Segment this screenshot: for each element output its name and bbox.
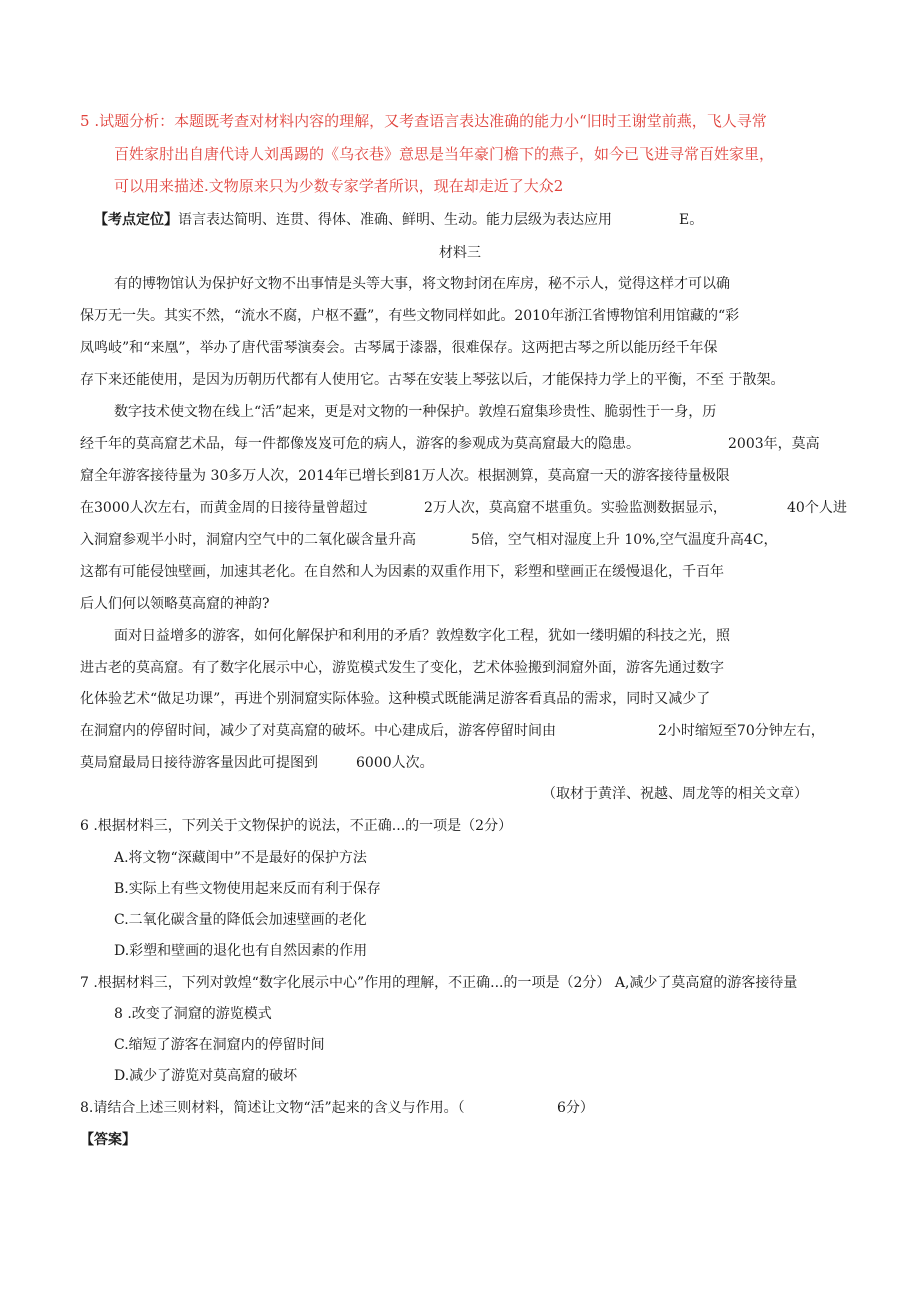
para2-line-2a: 经千年的莫高窟艺术品，每一件都像岌岌可危的病人，游客的参观成为莫高窟最大的隐患。: [80, 436, 640, 452]
para3-line-1: 面对日益增多的游客，如何化解保护和利用的矛盾？敦煌数字化工程，犹如一缕明媚的科技之光，照: [114, 628, 730, 644]
para2-line-5b: 5倍，空气相对湿度上升 10%,空气温度升高4C，: [471, 532, 778, 548]
q7-option-b: 8 .改变了洞窟的游览模式: [114, 1006, 272, 1022]
para2-line-3: 窟全年游客接待量为 30多万人次，2014年已增长到81万人次。根据测算，莫高窟一天的游客接待量极限: [80, 468, 730, 484]
q7-option-d: D.减少了游览对莫高窟的破坏: [114, 1068, 298, 1084]
para2-line-4c: 40个人进: [787, 500, 847, 516]
analysis-text-1: .试题分析：本题既考查对材料内容的理解，又考查语言表达准确的能力小“旧时王谢堂前燕，飞人寻常: [89, 112, 767, 130]
q6-option-a: A.将文物“深藏闺中”不是最好的保护方法: [114, 850, 367, 866]
para3-line-2: 进古老的莫高窟。有了数字化展示中心，游览模式发生了变化，艺术体验搬到洞窟外面，游客先通过数字: [80, 660, 724, 676]
para2-line-2b: 2003年，莫高: [728, 436, 820, 452]
para3-line-3: 化体验艺术“做足功课”，再进个别洞窟实际体验。这种模式既能满足游客看真品的需求，同时又减少了: [80, 691, 711, 707]
para3-line-5a: 莫局窟最局日接待游客量因此可提图到: [80, 755, 318, 771]
para2-line-4a: 在3000人次左右，而黄金周的日接待量曾超过: [80, 500, 368, 516]
para2-line-7: 后人们何以领略莫高窟的神韵?: [80, 596, 270, 612]
q6-option-d: D.彩塑和壁画的退化也有自然因素的作用: [114, 943, 368, 959]
q7-stem: 7 .根据材料三，下列对敦煌“数字化展示中心”作用的理解，不正确...的一项是（2分） A,减少了莫高窟的游客接待量: [80, 975, 798, 991]
para2-line-4b: 2万人次，莫高窟不堪重负。实验监测数据显示，: [424, 500, 727, 516]
q8-stem: 8.请结合上述三则材料，简述让文物“活”起来的含义与作用。（: [80, 1100, 465, 1116]
q6-option-c: C.二氧化碳含量的降低会加速壁画的老化: [114, 912, 367, 928]
kaodian-level: E。: [679, 212, 704, 228]
q6-option-b: B.实际上有些文物使用起来反而有利于保存: [114, 881, 381, 897]
kaodian-label: 【考点定位】: [94, 212, 178, 228]
para3-line-4b: 2小时缩短至70分钟左右，: [658, 723, 825, 739]
para1-line-2: 保万无一失。其实不然，“流水不腐，户枢不蠹”，有些文物同样如此。2010年浙江省博物馆利用馆藏的“彩: [80, 308, 740, 324]
para2-line-5a: 入洞窟参观半小时，洞窟内空气中的二氧化碳含量升高: [80, 532, 416, 548]
q8-score: 6分）: [557, 1100, 594, 1116]
para1-line-3: 凤鸣岐”和“来凰”，举办了唐代雷琴演奏会。古琴属于漆器，很难保存。这两把古琴之所以能历经千年保: [80, 340, 718, 356]
q7-option-c: C.缩短了游客在洞窟内的停留时间: [114, 1037, 325, 1053]
kaodian-text: 语言表达简明、连贯、得体、准确、鲜明、生动。能力层级为表达应用: [178, 212, 612, 228]
analysis-number: 5: [80, 112, 90, 130]
kaodian-line: [94, 210, 612, 230]
para1-line-1: 有的博物馆认为保护好文物不出事情是头等大事，将文物封闭在库房，秘不示人，觉得这样才可以确: [114, 276, 730, 292]
analysis-line-3: 可以用来描述.文物原来只为少数专家学者所识，现在却走近了大众2: [114, 177, 564, 195]
analysis-line-1: [80, 111, 767, 131]
q6-stem: 6 .根据材料三，下列关于文物保护的说法，不正确...的一项是（2分）: [80, 818, 513, 834]
para2-line-1: 数字技术使文物在线上“活”起来，更是对文物的一种保护。敦煌石窟集珍贵性、脆弱性于一身，历: [114, 404, 717, 420]
source-citation: （取材于黄洋、祝越、周龙等的相关文章）: [542, 786, 808, 802]
analysis-line-2: 百姓家肘出自唐代诗人刘禹踢的《乌衣巷》意思是当年豪门檐下的燕子，如今已飞进寻常百姓家里，: [114, 145, 775, 163]
para3-line-5b: 6000人次。: [356, 755, 434, 771]
para2-line-6: 这都有可能侵蚀壁画，加速其老化。在自然和人为因素的双重作用下，彩塑和壁画正在缓慢退化，千百年: [80, 564, 724, 580]
answer-label: 【答案】: [80, 1132, 136, 1148]
para3-line-4a: 在洞窟内的停留时间，减少了对莫高窟的破坏。中心建成后，游客停留时间由: [80, 723, 556, 739]
material-title: 材料三: [439, 245, 481, 261]
para1-line-4: 存下来还能使用，是因为历朝历代都有人使用它。古琴在安装上琴弦以后，才能保持力学上的平衡，不至 于散架。: [80, 372, 785, 388]
